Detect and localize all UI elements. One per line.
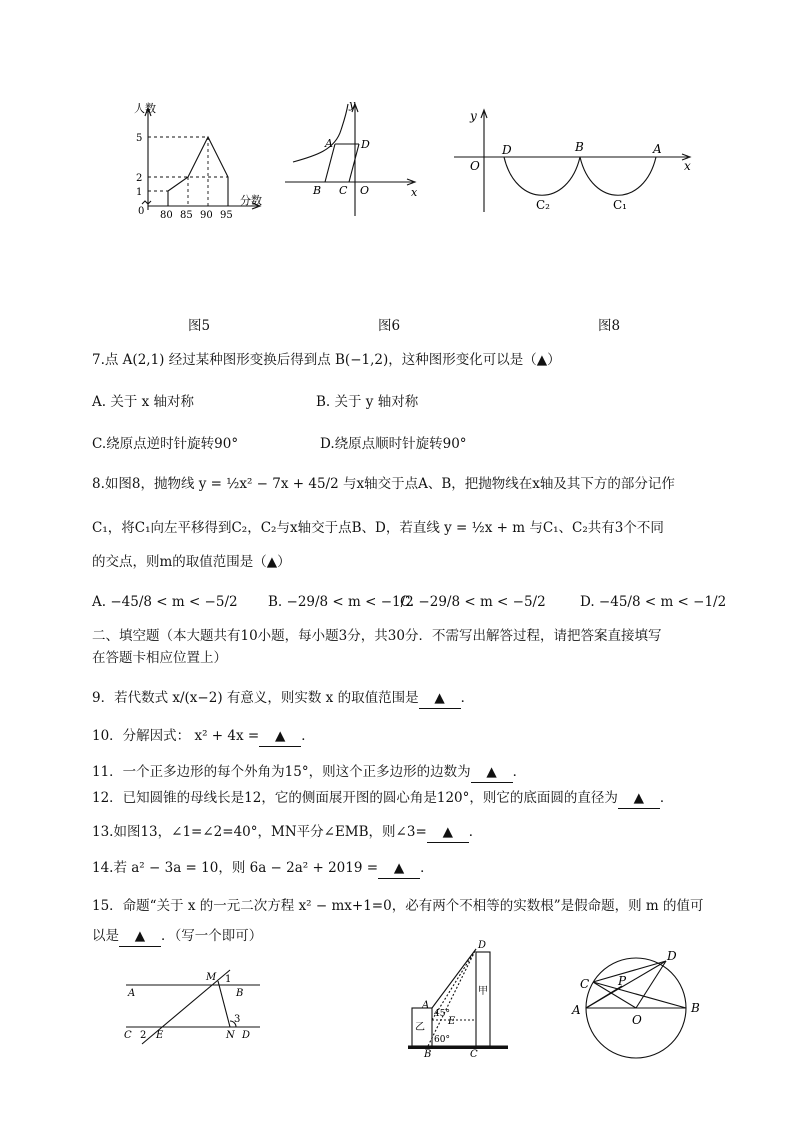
q7-stem: 7.点 A(2,1) 经过某种图形变换后得到点 B(−1,2)，这种图形变化可以是（▲） bbox=[92, 352, 561, 368]
fig5-ytick: 2 bbox=[136, 173, 143, 184]
q9-text: 9．若代数式 x/(x−2) 有意义，则实数 x 的取值范围是 bbox=[92, 690, 419, 706]
q13-text: 13.如图13，∠1=∠2=40°，MN平分∠EMB，则∠3= bbox=[92, 824, 427, 840]
fig5-xtick: 90 bbox=[200, 210, 213, 221]
q12 bbox=[92, 788, 673, 809]
q8-option-a: A. −45/8 < m < −5/2 bbox=[92, 594, 238, 610]
q15-line1: 15．命题“关于 x 的一元二次方程 x² − mx+1=0，必有两个不相等的实数根”是假命题，则 m 的值可 bbox=[92, 898, 704, 914]
q11-text: 11．一个正多边形的每个外角为15°，则这个正多边形的边数为 bbox=[92, 764, 471, 780]
figure-8 bbox=[450, 108, 700, 218]
fig8-label: A bbox=[653, 142, 662, 156]
figcircle-label: D bbox=[667, 949, 677, 963]
fig8-label: D bbox=[502, 143, 512, 157]
figure-circle bbox=[570, 948, 710, 1063]
figcircle-label: C bbox=[580, 977, 590, 991]
answer-blank[interactable]: ▲ bbox=[378, 858, 420, 879]
q10-end: ． bbox=[301, 728, 315, 744]
answer-blank[interactable]: ▲ bbox=[618, 788, 660, 809]
figbld-label: D bbox=[478, 940, 487, 951]
q8-line: 8.如图8，抛物线 y = ½x² − 7x + 45/2 与x轴交于点A、B，把抛物线在x轴及其下方的部分记作 bbox=[92, 476, 675, 492]
fig13-label: C bbox=[124, 1030, 132, 1041]
fig5-xtick: 80 bbox=[160, 210, 173, 221]
figcircle-label: B bbox=[691, 1001, 700, 1015]
answer-blank[interactable]: ▲ bbox=[419, 688, 461, 709]
answer-blank[interactable]: ▲ bbox=[427, 822, 469, 843]
figbld-label: 45° bbox=[434, 1009, 450, 1019]
fig8-label: C₂ bbox=[536, 198, 550, 212]
figure-caption: 图8 bbox=[598, 318, 621, 334]
fig6-label: C bbox=[339, 184, 348, 197]
q10-text: 10．分解因式： x² + 4x = bbox=[92, 728, 260, 744]
fig6-label: y bbox=[349, 100, 356, 111]
fig6-label: O bbox=[360, 184, 370, 197]
q9 bbox=[92, 688, 474, 709]
q11 bbox=[92, 762, 526, 783]
q13-end: ． bbox=[468, 824, 483, 840]
fig5-ytick: 1 bbox=[136, 187, 143, 198]
fig5-xtick: 95 bbox=[220, 210, 233, 221]
fig8-label: C₁ bbox=[613, 198, 627, 212]
fig13-label: A bbox=[128, 988, 136, 999]
fig6-label: A bbox=[325, 137, 333, 150]
q11-end: ． bbox=[512, 764, 527, 780]
figbld-label: E bbox=[448, 1016, 456, 1027]
q13 bbox=[92, 822, 482, 843]
fig8-label: O bbox=[470, 159, 480, 173]
figure-6 bbox=[285, 100, 420, 218]
q14-end: ． bbox=[420, 860, 434, 876]
figcircle-label: P bbox=[618, 974, 627, 988]
q10 bbox=[92, 726, 315, 747]
figure-caption: 图6 bbox=[378, 318, 401, 334]
fig13-label: 2 bbox=[140, 1030, 147, 1041]
section-2-header: 二、填空题（本大题共有10小题，每小题3分，共30分．不需写出解答过程，请把答案直接填写 bbox=[92, 628, 662, 644]
q12-end: ． bbox=[659, 790, 674, 806]
q8-option-d: D. −45/8 < m < −1/2 bbox=[580, 594, 727, 610]
q8-option-c: C. −29/8 < m < −5/2 bbox=[400, 594, 546, 610]
q8-line: C₁，将C₁向左平移得到C₂，C₂与x轴交于点B、D，若直线 y = ½x + m 与C₁、C₂共有3个不同 bbox=[92, 520, 664, 536]
figbld-label: 60° bbox=[434, 1035, 450, 1045]
fig13-label: 3 bbox=[234, 1014, 241, 1025]
figbld-label: A bbox=[422, 1000, 430, 1011]
fig5-ytick: 0 bbox=[138, 206, 145, 217]
q9-end: ． bbox=[460, 690, 475, 706]
answer-blank[interactable]: ▲ bbox=[119, 926, 161, 947]
q14 bbox=[92, 858, 434, 879]
fig13-label: 1 bbox=[225, 974, 232, 985]
figbld-label: C bbox=[470, 1049, 478, 1058]
figcircle-label: A bbox=[572, 1003, 581, 1017]
q15-pre: 以是 bbox=[92, 928, 119, 944]
fig6-label: B bbox=[313, 184, 322, 197]
fig8-label: B bbox=[575, 140, 584, 154]
q8-line: 的交点，则m的取值范围是（▲） bbox=[92, 554, 291, 570]
fig13-label: B bbox=[236, 988, 244, 999]
figcircle-label: O bbox=[632, 1013, 642, 1027]
fig13-label: N bbox=[226, 1030, 235, 1041]
figbld-label: 甲 bbox=[478, 986, 488, 997]
q12-text: 12．已知圆锥的母线长是12，它的侧面展开图的圆心角是120°，则它的底面圆的直径为 bbox=[92, 790, 618, 806]
fig5-xlabel: 分数 bbox=[240, 194, 262, 207]
fig13-label: E bbox=[156, 1030, 164, 1041]
q15-post: ．（写一个即可） bbox=[161, 928, 263, 944]
fig5-xtick: 85 bbox=[180, 210, 193, 221]
q7-option-c: C.绕原点逆时针旋转90° bbox=[92, 436, 239, 452]
fig13-label: D bbox=[242, 1030, 251, 1041]
fig6-label: x bbox=[411, 186, 418, 199]
figbld-label: 乙 bbox=[415, 1022, 425, 1033]
figure-13 bbox=[118, 966, 268, 1046]
q15-line2 bbox=[92, 926, 262, 947]
fig6-label: D bbox=[361, 138, 370, 151]
q14-text: 14.若 a² − 3a = 10，则 6a − 2a² + 2019 = bbox=[92, 860, 379, 876]
fig5-ytick: 5 bbox=[136, 133, 143, 144]
figure-buildings bbox=[404, 940, 514, 1058]
section-2-header: 在答题卡相应位置上） bbox=[92, 650, 227, 666]
q7-option-a: A. 关于 x 轴对称 bbox=[92, 394, 195, 410]
fig5-ylabel: 人数 bbox=[134, 102, 156, 115]
q7-option-b: B. 关于 y 轴对称 bbox=[316, 394, 419, 410]
figure-caption: 图5 bbox=[188, 318, 211, 334]
q7-option-d: D.绕原点顺时针旋转90° bbox=[320, 436, 467, 452]
fig8-label: y bbox=[470, 109, 477, 123]
figbld-label: B bbox=[424, 1049, 432, 1058]
answer-blank[interactable]: ▲ bbox=[471, 762, 513, 783]
answer-blank[interactable]: ▲ bbox=[259, 726, 301, 747]
fig8-label: x bbox=[684, 159, 691, 173]
q8-option-b: B. −29/8 < m < −1/2 bbox=[268, 594, 414, 610]
fig13-label: M bbox=[206, 972, 217, 983]
figure-5 bbox=[128, 100, 278, 225]
